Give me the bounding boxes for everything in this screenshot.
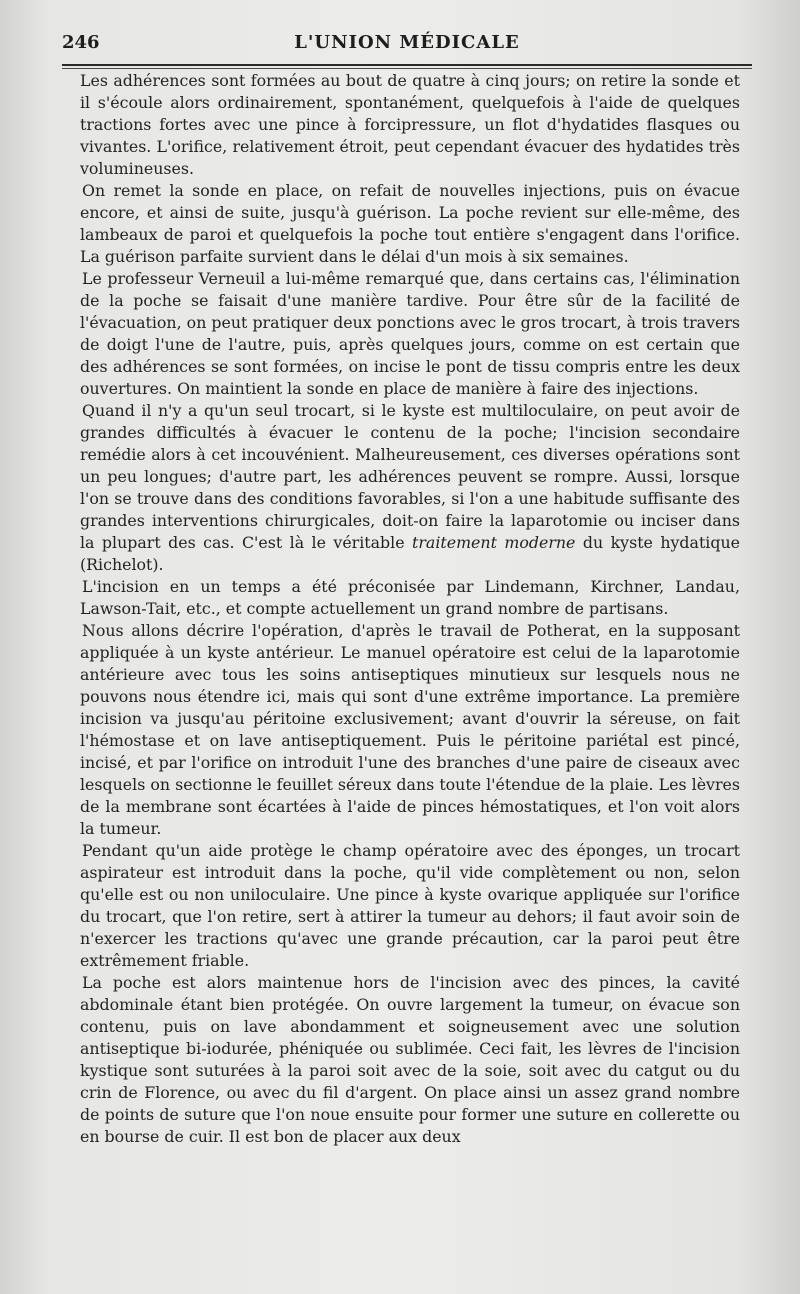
paragraph: Les adhérences sont formées au bout de quatre à cinq jours; on retire la sonde et il s'écoule alors ordinairement, spontanément, quelquefois à l'aide de quelques tractions fortes avec une pince à forcipressure, un flot d'hydatides flasques ou vivantes. L'orifice, relativement étroit, peut cependant évacuer des hydatides très volumineuses.	[80, 71, 740, 178]
paragraph: Le professeur Verneuil a lui-même remarqué que, dans certains cas, l'élimination de la poche se faisait d'une manière tardive. Pour être sûr de la facilité de l'évacuation, on peut pratiquer deux ponctions avec le gros trocart, à trois travers de doigt l'une de l'autre, puis, après quelques jours, comme on est certain que des adhérences se sont formées, on incise le pont de tissu compris entre les deux ouvertures. On maintient la sonde en place de manière à faire des injections.	[80, 269, 740, 398]
paragraph: L'incision en un temps a été préconisée par Lindemann, Kirchner, Landau, Lawson-Tait, etc., et compte actuellement un grand nombre de partisans.	[80, 577, 740, 618]
article-body	[80, 70, 740, 1148]
header-rule	[62, 64, 752, 66]
paragraph: Nous allons décrire l'opération, d'après le travail de Potherat, en la supposant appliquée à un kyste antérieur. Le manuel opératoire est celui de la laparotomie antérieure avec tous les soins antiseptiques minutieux sur lesquels nous ne pouvons nous étendre ici, mais qui sont d'une extrême importance. La première incision va jusqu'au péritoine exclusivement; avant d'ouvrir la séreuse, on fait l'hémostase et on lave antiseptiquement. Puis le péritoine pariétal est pincé, incisé, et par l'orifice on introduit l'une des branches d'une paire de ciseaux avec lesquels on sectionne le feuillet séreux dans toute l'étendue de la plaie. Les lèvres de la membrane sont écartées à l'aide de pinces hémostatiques, et l'on voit alors la tumeur.	[80, 621, 740, 838]
running-header	[62, 30, 752, 54]
header-rule-thin	[62, 68, 752, 69]
paragraph: On remet la sonde en place, on refait de nouvelles injections, puis on évacue encore, et ainsi de suite, jusqu'à guérison. La poche revient sur elle-même, des lambeaux de paroi et quelquefois la poche tout entière s'engagent dans l'orifice. La guérison parfaite survient dans le délai d'un mois à six semaines.	[80, 181, 740, 266]
paragraph: La poche est alors maintenue hors de l'incision avec des pinces, la cavité abdominale étant bien protégée. On ouvre largement la tumeur, on évacue son contenu, puis on lave abondamment et soigneusement avec une solution antiseptique bi-iodurée, phéniquée ou sublimée. Ceci fait, les lèvres de l'incision kystique sont suturées à la paroi soit avec de la soie, soit avec du catgut ou du crin de Florence, ou avec du fil d'argent. On place ainsi un assez grand nombre de points de suture que l'on noue ensuite pour former une suture en collerette ou en bourse de cuir. Il est bon de placer aux deux	[80, 973, 740, 1146]
page-number: 246	[62, 32, 100, 53]
journal-title: L'UNION MÉDICALE	[294, 32, 520, 53]
paragraph-text: du kyste hydatique (Richelot).	[80, 533, 740, 574]
paragraph: Pendant qu'un aide protège le champ opératoire avec des éponges, un trocart aspirateur est introduit dans la poche, qu'il vide complètement ou non, selon qu'elle est ou non uniloculaire. Une pince à kyste ovarique appliquée sur l'orifice du trocart, que l'on retire, sert à attirer la tumeur au dehors; il faut avoir soin de n'exercer les tractions qu'avec une grande précaution, car la paroi peut être extrêmement friable.	[80, 841, 740, 970]
paragraph	[80, 400, 740, 576]
paragraph-text: Quand il n'y a qu'un seul trocart, si le kyste est multiloculaire, on peut avoir de grandes difficultés à évacuer le contenu de la poche; l'incision secondaire remédie alors à cet incouvénient. Malheureusement, ces diverses opérations sont un peu longues; d'autre part, les adhérences peuvent se rompre. Aussi, lorsque l'on se trouve dans des conditions favorables, si l'on a une habitude suffisante des grandes interventions chirurgicales, doit-on faire la laparotomie ou inciser dans la plupart des cas. C'est là le véritable	[80, 401, 740, 552]
italic-phrase: traitement moderne	[412, 533, 576, 552]
